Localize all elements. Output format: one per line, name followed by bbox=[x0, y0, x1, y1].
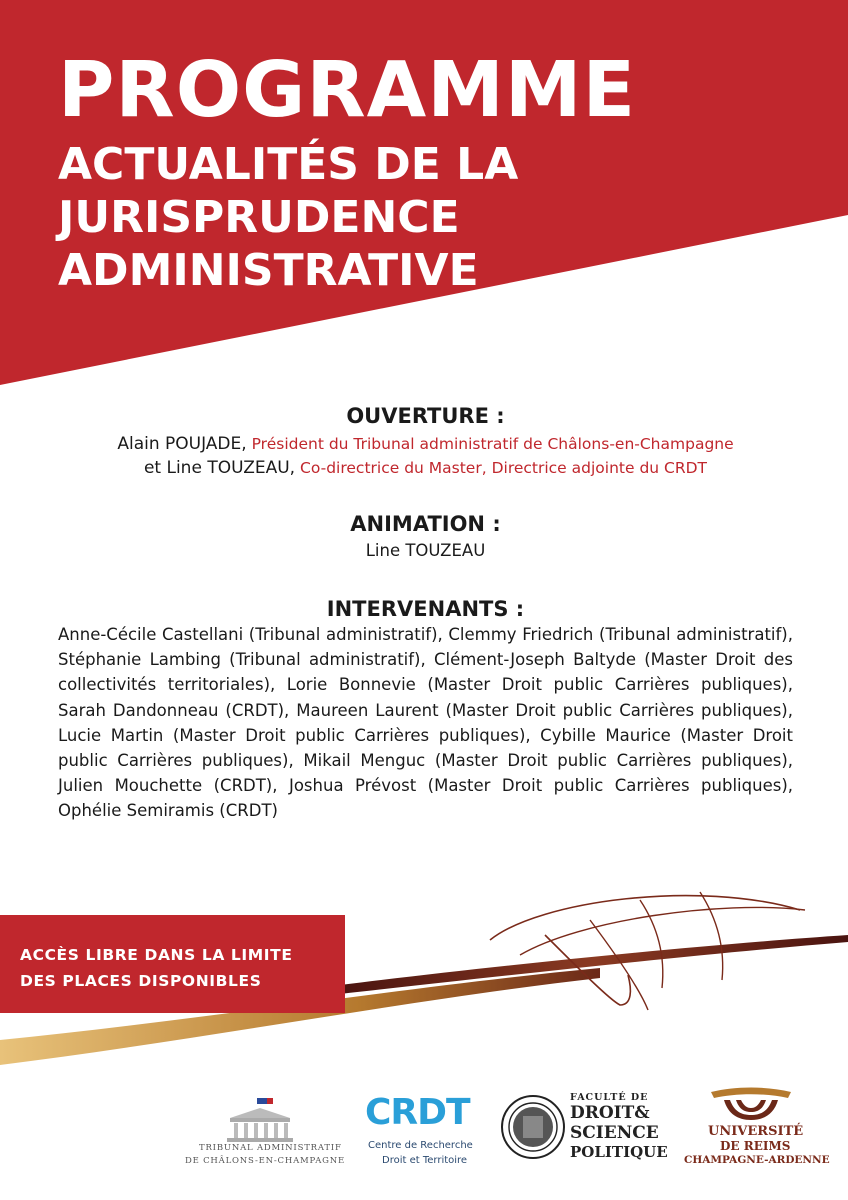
partner-logos bbox=[0, 1080, 848, 1200]
faculte-line1: FACULTÉ DE bbox=[570, 1092, 649, 1103]
access-text bbox=[20, 942, 340, 994]
access-line: ACCÈS LIBRE DANS LA LIMITE bbox=[20, 946, 293, 964]
faculte-line4: POLITIQUE bbox=[570, 1143, 668, 1161]
crdt-logo bbox=[362, 1092, 482, 1192]
seal-icon bbox=[500, 1094, 566, 1160]
title-block bbox=[58, 46, 637, 297]
crdt-line2: Droit et Territoire bbox=[382, 1155, 468, 1166]
faculte-line3: SCIENCE bbox=[570, 1123, 659, 1143]
crdt-abbr: CRDT bbox=[365, 1092, 470, 1133]
opening-name: et Line TOUZEAU, bbox=[143, 458, 296, 478]
tribunal-logo bbox=[185, 1080, 346, 1190]
universite-line3: CHAMPAGNE-ARDENNE bbox=[684, 1154, 830, 1166]
tribunal-line2: DE CHÂLONS-EN-CHAMPAGNE bbox=[185, 1156, 346, 1166]
crdt-line1: Centre de Recherche bbox=[368, 1140, 473, 1151]
building-icon bbox=[185, 1080, 335, 1150]
animation-name: Line TOUZEAU bbox=[365, 541, 486, 560]
speakers-heading: INTERVENANTS : bbox=[326, 597, 525, 621]
universite-logo bbox=[676, 1084, 830, 1184]
subtitle-line: ACTUALITÉS DE LA bbox=[58, 139, 519, 190]
speakers-list: Anne-Cécile Castellani (Tribunal administratif), Clemmy Friedrich (Tribunal administratif), Stéphanie Lambing (Tribunal administratif), Clément-Joseph Baltyde (Master Droit des collectivités territoriales), Lorie Bonnevie (Master Droit public Carrières publiques), Sarah Dandonneau (CRDT), Maureen Laurent (Master Droit public Carrières publiques), Lucie Martin (Master Droit public Carrières publiques), Cybille Maurice (Master Droit public Carrières publiques), Mikail Menguc (Master Droit public Carrières publiques), Julien Mouchette (CRDT), Joshua Prévost (Master Droit public Carrières publiques), Ophélie Semiramis (CRDT) bbox=[58, 625, 793, 821]
animation-section bbox=[58, 511, 793, 563]
opening-heading: OUVERTURE : bbox=[346, 404, 505, 428]
subtitle-line: ADMINISTRATIVE bbox=[58, 245, 479, 296]
access-banner bbox=[0, 915, 345, 1013]
opening-section bbox=[58, 403, 793, 480]
universite-line1: UNIVERSITÉ bbox=[708, 1124, 804, 1139]
page-title: PROGRAMME bbox=[58, 46, 637, 135]
faculte-line2: DROIT& bbox=[570, 1103, 650, 1123]
opening-line bbox=[58, 456, 793, 480]
opening-role: Co-directrice du Master, Directrice adjointe du CRDT bbox=[300, 459, 708, 477]
access-line: DES PLACES DISPONIBLES bbox=[20, 972, 262, 990]
tribunal-line1: TRIBUNAL ADMINISTRATIF bbox=[199, 1143, 342, 1153]
speakers-section bbox=[58, 596, 793, 622]
animation-heading: ANIMATION : bbox=[350, 512, 501, 536]
opening-line bbox=[58, 432, 793, 456]
subtitle-line: JURISPRUDENCE bbox=[58, 192, 460, 243]
page-subtitle bbox=[58, 138, 636, 297]
opening-name: Alain POUJADE, bbox=[117, 434, 247, 454]
opening-role: Président du Tribunal administratif de Châlons-en-Champagne bbox=[251, 435, 734, 453]
universite-line2: DE REIMS bbox=[720, 1139, 791, 1153]
faculte-logo bbox=[500, 1092, 668, 1182]
urca-emblem-icon bbox=[706, 1084, 796, 1122]
